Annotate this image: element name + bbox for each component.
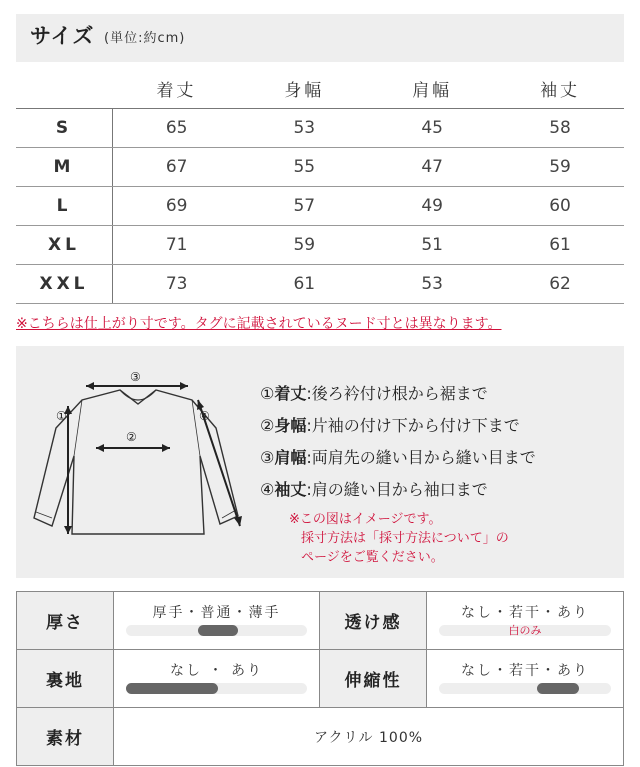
table-cell: 45 [368, 109, 496, 148]
diagram-note: ※この図はイメージです。 採寸方法は「採寸方法について」の ページをご覧ください。 [289, 512, 509, 565]
legend-item: ④袖丈:肩の縫い目から袖口まで [260, 480, 488, 499]
table-cell: 55 [240, 148, 368, 187]
col-header: 袖丈 [496, 68, 624, 109]
lining-cell: なし ・ あり [114, 650, 320, 708]
sheer-cell: なし・若干・あり 白のみ [427, 592, 624, 650]
size-table-corner [16, 68, 113, 109]
table-cell: 65 [113, 109, 241, 148]
sheer-meter [439, 625, 611, 636]
table-row [16, 187, 624, 226]
table-cell: 61 [496, 226, 624, 265]
shoulder-arrow-head-left [86, 382, 94, 390]
attribute-table [16, 591, 624, 766]
table-row [16, 109, 624, 148]
legend-item: ①着丈:後ろ衿付け根から裾まで [260, 384, 488, 403]
table-cell: 60 [496, 187, 624, 226]
table-cell: 59 [240, 226, 368, 265]
table-cell: 51 [368, 226, 496, 265]
table-cell: 58 [496, 109, 624, 148]
size-unit: (単位:約cm) [104, 31, 186, 46]
stretch-meter-level [537, 683, 579, 694]
table-cell: 71 [113, 226, 241, 265]
col-header: 肩幅 [368, 68, 496, 109]
sheer-note: 白のみ [508, 624, 542, 637]
chest-arrow-head-left [96, 444, 104, 452]
stretch-cell: なし・若干・あり [427, 650, 624, 708]
table-cell: 57 [240, 187, 368, 226]
material-label: 素材 [17, 708, 114, 766]
table-cell: 53 [368, 265, 496, 304]
table-cell: 61 [240, 265, 368, 304]
marker-length: ① [56, 409, 67, 423]
table-cell: 49 [368, 187, 496, 226]
thickness-label: 厚さ [17, 592, 114, 650]
chest-arrow-head-right [162, 444, 170, 452]
table-cell: 69 [113, 187, 241, 226]
legend-item: ②身幅:片袖の付け下から付け下まで [260, 416, 520, 435]
table-row [16, 148, 624, 187]
legend-item: ③肩幅:両肩先の縫い目から縫い目まで [260, 448, 536, 467]
size-label: XL [16, 226, 113, 265]
lining-label: 裏地 [17, 650, 114, 708]
col-header: 着丈 [113, 68, 241, 109]
table-row [17, 708, 624, 766]
size-label: S [16, 109, 113, 148]
table-cell: 67 [113, 148, 241, 187]
size-label: L [16, 187, 113, 226]
measurement-legend [260, 378, 536, 506]
thickness-meter-level [198, 625, 238, 636]
table-row [17, 592, 624, 650]
table-cell: 59 [496, 148, 624, 187]
material-value: アクリル 100% [114, 708, 624, 766]
shirt-cuff [36, 510, 236, 518]
garment-diagram [16, 346, 256, 578]
table-row [16, 265, 624, 304]
thickness-cell: 厚手・普通・薄手 [114, 592, 320, 650]
marker-shoulder: ③ [130, 370, 141, 384]
marker-chest: ② [126, 430, 137, 444]
table-cell: 62 [496, 265, 624, 304]
sheer-label: 透け感 [320, 592, 427, 650]
table-cell: 73 [113, 265, 241, 304]
stretch-label: 伸縮性 [320, 650, 427, 708]
shoulder-arrow-head-right [180, 382, 188, 390]
col-header: 身幅 [240, 68, 368, 109]
size-table [16, 68, 624, 304]
size-note: ※こちらは仕上がり寸です。タグに記載されているヌード寸とは異なります。 [16, 316, 502, 332]
length-arrow-head-bottom [64, 526, 72, 534]
lining-meter [126, 683, 307, 694]
lining-meter-level [126, 683, 218, 694]
table-row [17, 650, 624, 708]
size-label: M [16, 148, 113, 187]
shirt-neckline [120, 390, 156, 400]
size-title: サイズ [30, 24, 95, 48]
table-cell: 53 [240, 109, 368, 148]
table-cell: 47 [368, 148, 496, 187]
size-table-header [16, 68, 624, 109]
marker-sleeve: ④ [199, 409, 210, 423]
table-row [16, 226, 624, 265]
size-label: XXL [16, 265, 113, 304]
thickness-meter [126, 625, 307, 636]
stretch-meter [439, 683, 611, 694]
